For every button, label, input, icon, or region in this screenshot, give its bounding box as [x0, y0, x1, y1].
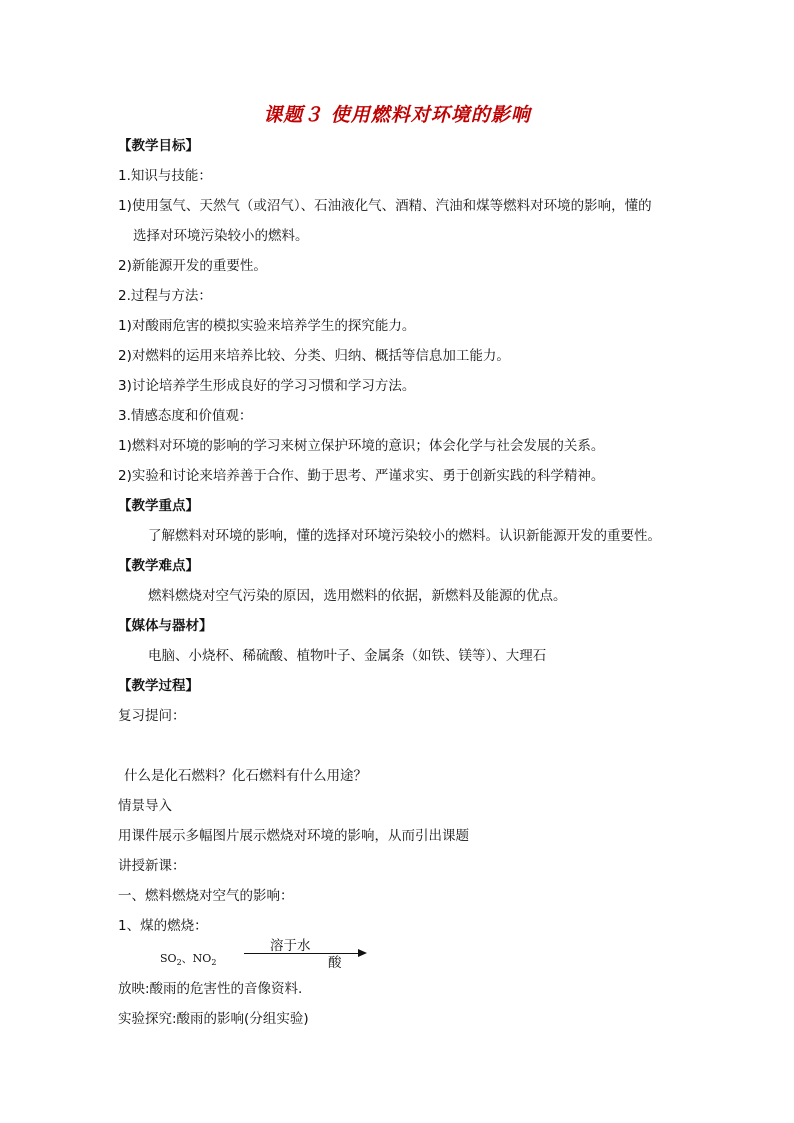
difficulty-heading: 【教学难点】: [118, 558, 199, 574]
arrow-head-icon: [358, 949, 367, 957]
process-item-1: 1)对酸雨危害的模拟实验来培养学生的探究能力。: [118, 318, 416, 334]
intro-text: 用课件展示多幅图片展示燃烧对环境的影响，从而引出课题: [118, 828, 469, 844]
process-item-2: 2)对燃料的运用来培养比较、分类、归纳、概括等信息加工能力。: [118, 348, 510, 364]
no-formula: 、NO: [181, 952, 212, 965]
difficulty-text: 燃料燃烧对空气污染的原因，选用燃料的依据，新燃料及能源的优点。: [148, 588, 567, 604]
so-subscript: 2: [176, 958, 182, 968]
emotion-item-2: 2)实验和讨论来培养善于合作、勤于思考、严谨求实、勇于创新实践的科学精神。: [118, 468, 605, 484]
review-label: 复习提问：: [118, 708, 186, 724]
coal-combustion-label: 1、煤的燃烧：: [118, 918, 208, 934]
so-formula: SO: [160, 952, 177, 965]
goals-heading: 【教学目标】: [118, 138, 199, 154]
knowledge-skills-heading: 1.知识与技能：: [118, 168, 212, 184]
no-subscript: 2: [211, 958, 217, 968]
part-one-heading: 一、燃料燃烧对空气的影响：: [118, 888, 294, 904]
emotion-heading: 3.情感态度和价值观：: [118, 408, 253, 424]
lesson-title: 课题３ 使用燃料对环境的影响: [263, 104, 531, 126]
key-points-text: 了解燃料对环境的影响，懂的选择对环境污染较小的燃料。认识新能源开发的重要性。: [148, 528, 661, 544]
teaching-process-heading: 【教学过程】: [118, 678, 199, 694]
media-text: 电脑、小烧杯、稀硫酸、植物叶子、金属条（如铁、镁等）、大理石: [148, 648, 547, 664]
knowledge-item-1: 1)使用氢气、天然气（或沼气）、石油液化气、酒精、汽油和煤等燃料对环境的影响，懂的: [118, 198, 652, 214]
intro-label: 情景导入: [118, 798, 172, 814]
key-points-heading: 【教学重点】: [118, 498, 199, 514]
knowledge-item-2: 2)新能源开发的重要性。: [118, 258, 267, 274]
chemical-formula: [160, 950, 216, 967]
process-method-heading: 2.过程与方法：: [118, 288, 212, 304]
arrow-condition-label: 溶于水: [270, 938, 311, 954]
knowledge-item-1-cont: 选择对环境污染较小的燃料。: [133, 228, 309, 244]
emotion-item-1: 1)燃料对环境的影响的学习来树立保护环境的意识；体会化学与社会发展的关系。: [118, 438, 605, 454]
reaction-arrow: [244, 934, 368, 970]
review-question: 什么是化石燃料？化石燃料有什么用途？: [124, 768, 367, 784]
media-heading: 【媒体与器材】: [118, 618, 213, 634]
new-lesson-label: 讲授新课：: [118, 858, 186, 874]
arrow-product-label: 酸: [328, 955, 342, 971]
arrow-shaft: [244, 953, 360, 954]
play-media-text: 放映:酸雨的危害性的音像资料.: [118, 981, 303, 997]
process-item-3: 3)讨论培养学生形成良好的学习习惯和学习方法。: [118, 378, 416, 394]
experiment-text: 实验探究:酸雨的影响(分组实验): [118, 1011, 309, 1027]
